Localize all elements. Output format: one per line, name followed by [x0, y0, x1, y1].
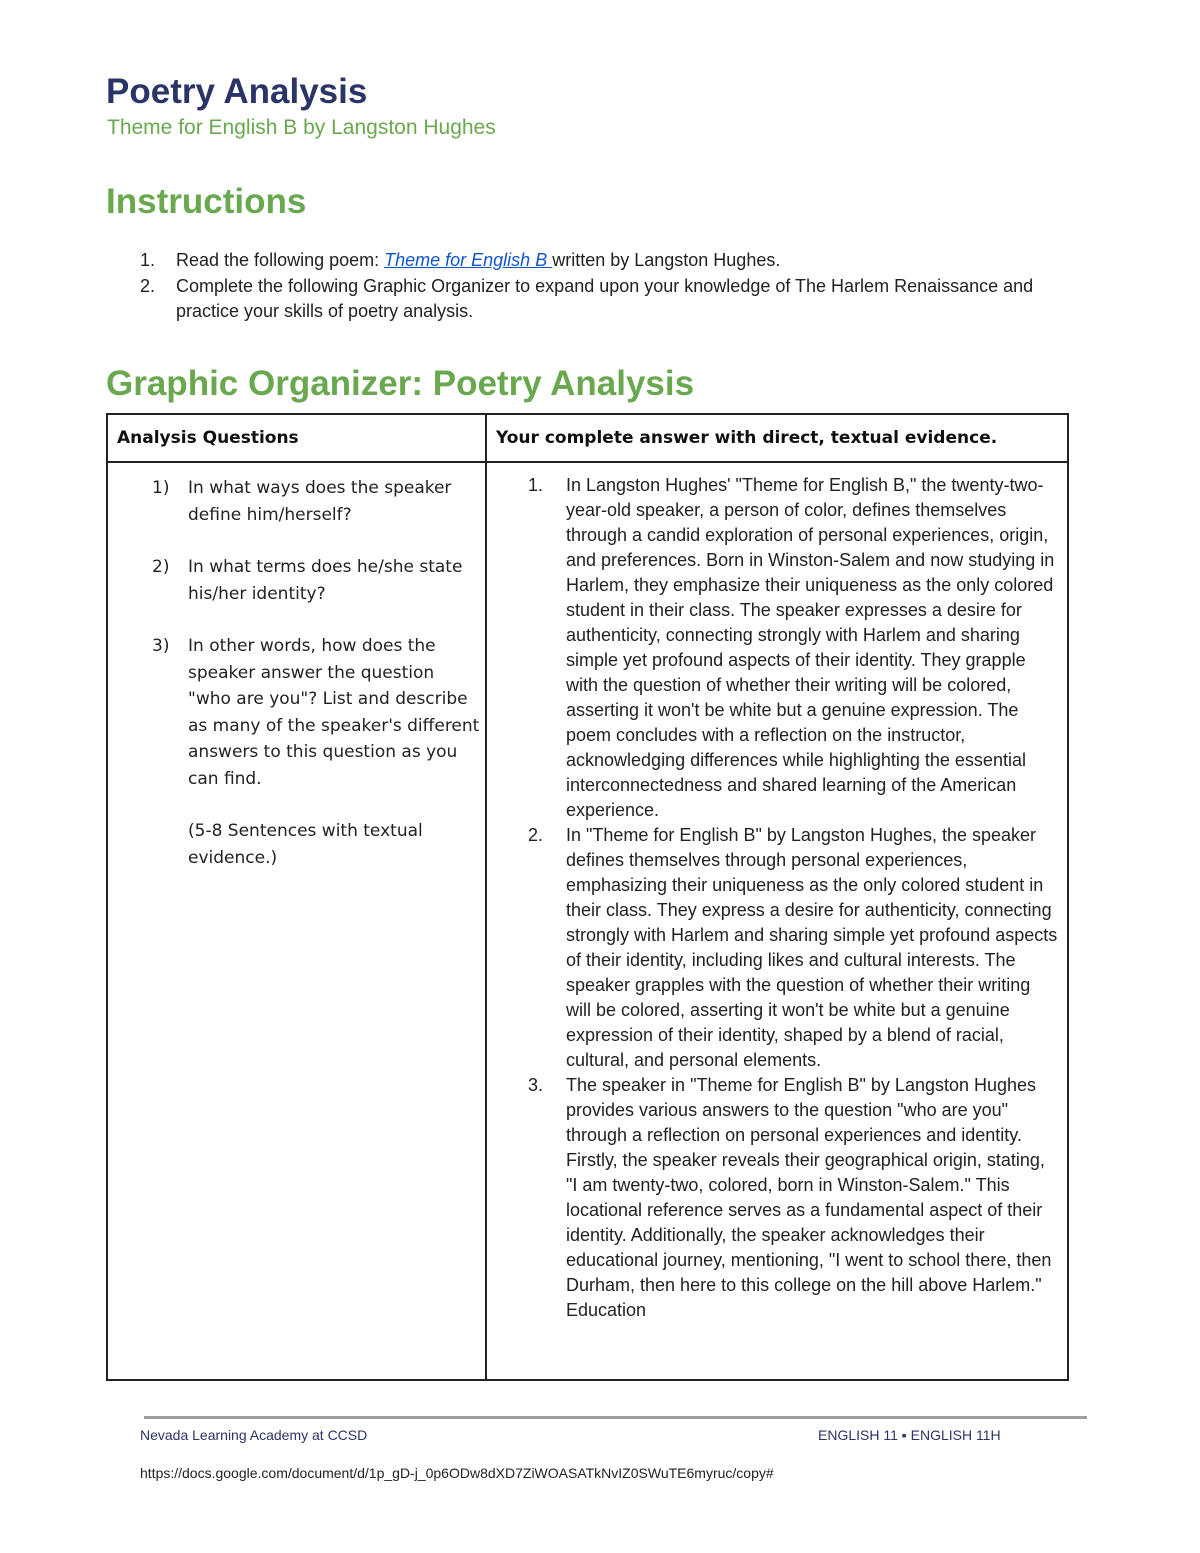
page-title: Poetry Analysis: [106, 72, 368, 111]
question-number: 2): [152, 557, 170, 577]
poem-link[interactable]: Theme for English B: [384, 250, 553, 270]
question-number: 1): [152, 478, 170, 498]
question-note: (5-8 Sentences with textual evidence.): [188, 821, 423, 868]
instruction-item: [140, 274, 1090, 325]
table-row-divider: [108, 461, 1067, 463]
answer-number: 1.: [528, 475, 544, 495]
footer-divider: [144, 1416, 1087, 1419]
answer-number: 2.: [528, 825, 544, 845]
instructions-list: [140, 248, 1090, 325]
question-text: In what ways does the speaker define him/herself?: [188, 478, 452, 525]
organizer-heading: Graphic Organizer: Poetry Analysis: [106, 364, 695, 403]
question-item: [152, 554, 482, 607]
footer-url[interactable]: https://docs.google.com/document/d/1p_gD-j_0p6ODw8dXD7ZiWOASATkNvIZ0SWuTE6myruc/copy#: [140, 1465, 774, 1481]
question-text: In what terms does he/she state his/her identity?: [188, 557, 463, 604]
footer-school: Nevada Learning Academy at CCSD: [140, 1427, 368, 1443]
instruction-item: [140, 248, 1090, 274]
footer-courses: ENGLISH 11 ▪ ENGLISH 11H: [818, 1427, 1001, 1443]
answer-text[interactable]: In Langston Hughes' "Theme for English B," the twenty-two-year-old speaker, a person of color, defines themselves through a candid exploration of personal experiences, origin, and preferences. Born in Winston-Salem and now studying in Harlem, they emphasize their uniqueness as the only colored student in their class. The speaker expresses a desire for authenticity, connecting strongly with Harlem and sharing simple yet profound aspects of their identity. They grapple with the question of whether their writing will be colored, asserting it won't be white but a genuine expression. The poem concludes with a reflection on the instructor, acknowledging differences while highlighting the essential interconnectedness and shared learning of the American experience.: [566, 475, 1055, 820]
question-item: [152, 633, 482, 792]
instruction-number: 2.: [140, 275, 156, 296]
answers-cell[interactable]: [528, 473, 1058, 1323]
question-text: In other words, how does the speaker answer the question "who are you"? List and describe as many of the speaker's different answers to this question as you can find.: [188, 636, 480, 789]
answer-item[interactable]: [528, 473, 1058, 823]
question-item: [152, 475, 482, 528]
answer-number: 3.: [528, 1075, 544, 1095]
instruction-number: 1.: [140, 250, 156, 270]
answer-text[interactable]: In "Theme for English B" by Langston Hughes, the speaker defines themselves through personal experiences, emphasizing their uniqueness as the only colored student in their class. They express a desire for authenticity, connecting strongly with Harlem and sharing simple yet profound aspects of their identity, including likes and cultural interests. The speaker grapples with the question of whether their writing will be colored, asserting it won't be white but a genuine expression of their identity, shaped by a blend of racial, cultural, and personal elements.: [566, 825, 1058, 1070]
analysis-table: [106, 413, 1069, 1381]
instruction-text: Complete the following Graphic Organizer to expand upon your knowledge of The Harlem Renaissance and practice your skills of poetry analysis.: [176, 275, 1034, 321]
answer-item[interactable]: [528, 1073, 1058, 1323]
instructions-heading: Instructions: [106, 182, 307, 221]
answer-item[interactable]: [528, 823, 1058, 1073]
instruction-text: Read the following poem:: [176, 250, 385, 270]
header-your-answer: Your complete answer with direct, textual evidence.: [496, 428, 998, 448]
instruction-text: written by Langston Hughes.: [552, 250, 781, 270]
table-column-divider: [485, 415, 487, 1379]
question-number: 3): [152, 636, 170, 656]
answer-text[interactable]: The speaker in "Theme for English B" by Langston Hughes provides various answers to the question "who are you" through a reflection on personal experiences and identity. Firstly, the speaker reveals their geographical origin, stating, "I am twenty-two, colored, born in Winston-Salem." This locational reference serves as a fundamental aspect of their identity. Additionally, the speaker acknowledges their educational journey, mentioning, "I went to school there, then Durham, then here to this college on the hill above Harlem." Education: [566, 1075, 1052, 1320]
questions-cell: [152, 475, 482, 871]
header-analysis-questions: Analysis Questions: [117, 428, 299, 448]
page-subtitle: Theme for English B by Langston Hughes: [107, 116, 496, 139]
